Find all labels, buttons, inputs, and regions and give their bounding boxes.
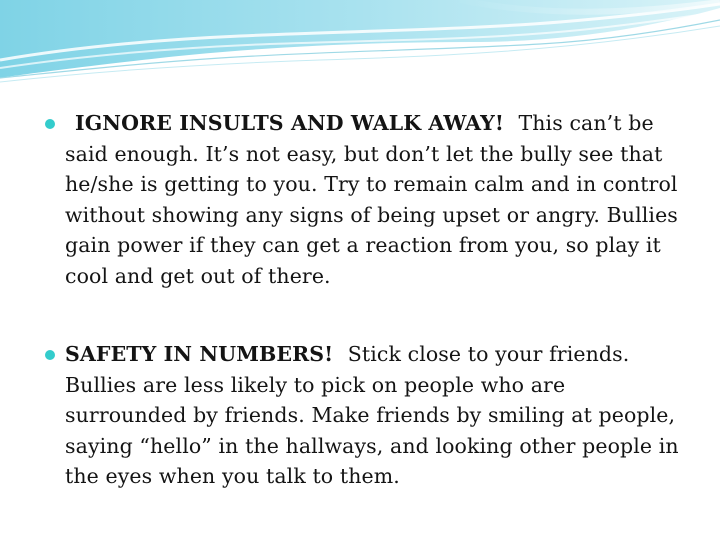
bullet-body: Stick close to your friends. Bullies are less likely to pick on people who are surrounded by friends. Make friends by smiling at people, saying “hello” in the hallways, and looking other people in the eyes when you talk to them.	[65, 342, 679, 488]
bullet-title: IGNORE INSULTS AND WALK AWAY!	[75, 111, 519, 135]
bullet-marker-icon	[45, 119, 55, 129]
bullet-title: SAFETY IN NUMBERS!	[65, 342, 348, 366]
bullet-item-safety-in-numbers	[65, 339, 680, 492]
bullet-marker-icon	[45, 350, 55, 360]
bullet-body: This can’t be said enough. It’s not easy, but don’t let the bully see that he/she is getting to you. Try to remain calm and in control without showing any signs of being upset or angry. Bullies gain power if they can get a reaction from you, so play it cool and get out of there.	[65, 111, 678, 288]
bullet-item-ignore-insults	[65, 108, 680, 291]
header-wave-decoration	[0, 0, 720, 90]
